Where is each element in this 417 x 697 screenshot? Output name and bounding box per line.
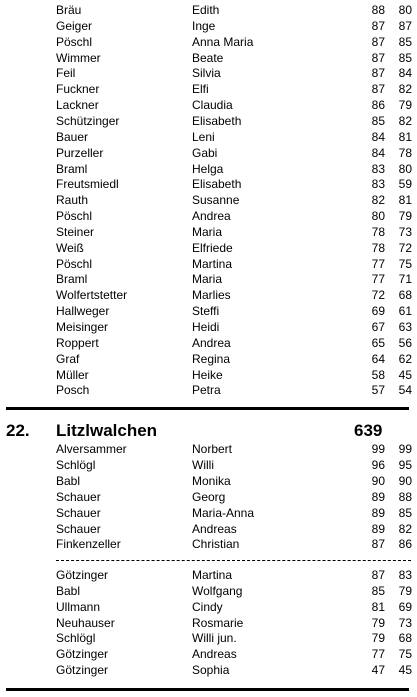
player-last-name: Freutsmiedl <box>56 177 119 192</box>
player-row <box>0 583 417 599</box>
player-first-name: Wolfgang <box>192 583 243 598</box>
player-first-name: Cindy <box>192 599 223 614</box>
player-row <box>0 2 417 18</box>
player-last-name: Fuckner <box>56 82 100 97</box>
player-row <box>0 367 417 383</box>
player-row <box>0 113 417 129</box>
player-score-2: 90 <box>398 473 412 488</box>
player-score-1: 65 <box>371 335 385 350</box>
player-first-name: Norbert <box>192 442 233 456</box>
player-score-1: 83 <box>371 177 385 192</box>
player-first-name: Andreas <box>192 521 237 536</box>
player-last-name: Lackner <box>56 98 99 113</box>
player-last-name: Babl <box>56 583 81 598</box>
player-score-2: 85 <box>398 50 412 65</box>
player-row <box>0 489 417 505</box>
player-first-name: Steffi <box>192 304 220 319</box>
player-score-2: 69 <box>398 599 412 614</box>
player-last-name: Alversammer <box>56 442 127 456</box>
player-last-name: Schlögl <box>56 631 96 646</box>
player-row <box>0 335 417 351</box>
player-row <box>0 473 417 489</box>
player-last-name: Schützinger <box>56 113 120 128</box>
player-last-name: Purzeller <box>56 145 104 160</box>
player-score-1: 78 <box>371 224 385 239</box>
player-score-2: 80 <box>398 3 412 17</box>
player-last-name: Braml <box>56 272 88 287</box>
player-score-1: 87 <box>371 18 385 33</box>
player-score-1: 79 <box>371 615 385 630</box>
player-last-name: Braml <box>56 161 88 176</box>
player-last-name: Neuhauser <box>56 615 115 630</box>
player-score-1: 88 <box>371 3 385 17</box>
player-row <box>0 129 417 145</box>
player-score-1: 77 <box>371 272 385 287</box>
player-score-2: 75 <box>398 647 412 662</box>
section-divider-bottom <box>6 688 409 691</box>
player-last-name: Schauer <box>56 521 101 536</box>
player-first-name: Maria <box>192 224 223 239</box>
player-last-name: Pöschl <box>56 34 93 49</box>
player-score-2: 79 <box>398 583 412 598</box>
team-total: 639 <box>354 421 383 440</box>
player-last-name: Bräu <box>56 3 82 17</box>
player-score-1: 87 <box>371 34 385 49</box>
player-first-name: Martina <box>192 568 233 582</box>
player-score-1: 79 <box>371 631 385 646</box>
dashed-separator <box>56 560 411 561</box>
player-score-2: 61 <box>398 304 412 319</box>
player-row <box>0 505 417 521</box>
player-score-1: 96 <box>371 457 385 472</box>
player-last-name: Schauer <box>56 489 101 504</box>
player-score-1: 89 <box>371 489 385 504</box>
player-score-2: 73 <box>398 615 412 630</box>
player-score-2: 75 <box>398 256 412 271</box>
player-score-2: 45 <box>398 663 412 678</box>
player-first-name: Sophia <box>192 663 230 678</box>
player-row <box>0 287 417 303</box>
player-last-name: Posch <box>56 383 90 398</box>
player-last-name: Pöschl <box>56 209 93 224</box>
player-last-name: Meisinger <box>56 320 109 334</box>
player-first-name: Martina <box>192 256 233 271</box>
player-score-2: 63 <box>398 320 412 334</box>
player-row <box>0 192 417 208</box>
player-first-name: Leni <box>192 129 215 144</box>
player-row <box>0 145 417 161</box>
player-score-1: 84 <box>371 145 385 160</box>
player-row <box>0 50 417 66</box>
player-last-name: Götzinger <box>56 647 109 662</box>
player-first-name: Heidi <box>192 320 220 334</box>
player-first-name: Christian <box>192 537 240 552</box>
player-score-2: 85 <box>398 34 412 49</box>
player-score-2: 99 <box>398 442 412 456</box>
player-last-name: Pöschl <box>56 256 93 271</box>
player-first-name: Beate <box>192 50 224 65</box>
player-last-name: Steiner <box>56 224 95 239</box>
player-score-1: 82 <box>371 193 385 208</box>
player-last-name: Graf <box>56 351 80 366</box>
player-row <box>0 319 417 335</box>
player-row <box>0 615 417 631</box>
player-score-2: 59 <box>398 177 412 192</box>
player-score-2: 62 <box>398 351 412 366</box>
player-score-2: 72 <box>398 240 412 255</box>
player-score-2: 82 <box>398 82 412 97</box>
player-first-name: Georg <box>192 489 226 504</box>
player-first-name: Elisabeth <box>192 113 242 128</box>
player-score-1: 86 <box>371 98 385 113</box>
player-first-name: Petra <box>192 383 221 398</box>
player-row <box>0 224 417 240</box>
player-last-name: Schlögl <box>56 457 96 472</box>
player-first-name: Edith <box>192 3 220 17</box>
player-first-name: Gabi <box>192 145 218 160</box>
player-first-name: Marlies <box>192 288 231 303</box>
player-row <box>0 382 417 398</box>
player-first-name: Elfriede <box>192 240 233 255</box>
player-score-2: 87 <box>398 18 412 33</box>
player-score-1: 87 <box>371 537 385 552</box>
player-score-1: 67 <box>371 320 385 334</box>
player-score-1: 77 <box>371 647 385 662</box>
player-score-1: 85 <box>371 113 385 128</box>
player-row <box>0 662 417 678</box>
player-row <box>0 303 417 319</box>
player-score-2: 68 <box>398 631 412 646</box>
player-score-1: 90 <box>371 473 385 488</box>
player-row <box>0 521 417 537</box>
player-last-name: Feil <box>56 66 76 81</box>
player-row <box>0 351 417 367</box>
player-row <box>0 536 417 552</box>
player-score-2: 79 <box>398 98 412 113</box>
player-last-name: Weiß <box>56 240 84 255</box>
player-last-name: Ullmann <box>56 599 101 614</box>
player-row <box>0 271 417 287</box>
player-row <box>0 630 417 646</box>
player-score-2: 83 <box>398 568 412 582</box>
player-score-1: 87 <box>371 568 385 582</box>
player-score-1: 77 <box>371 256 385 271</box>
player-score-2: 54 <box>398 383 412 398</box>
player-score-2: 84 <box>398 66 412 81</box>
player-last-name: Rauth <box>56 193 89 208</box>
player-score-2: 81 <box>398 129 412 144</box>
player-row <box>0 65 417 81</box>
player-last-name: Götzinger <box>56 568 109 582</box>
player-row <box>0 567 417 583</box>
player-row <box>0 441 417 457</box>
player-first-name: Susanne <box>192 193 240 208</box>
player-score-2: 85 <box>398 505 412 520</box>
player-score-2: 88 <box>398 489 412 504</box>
player-score-1: 58 <box>371 367 385 382</box>
player-first-name: Anna Maria <box>192 34 254 49</box>
player-last-name: Götzinger <box>56 663 109 678</box>
player-score-2: 71 <box>398 272 412 287</box>
player-first-name: Rosmarie <box>192 615 244 630</box>
player-score-1: 83 <box>371 161 385 176</box>
player-row <box>0 457 417 473</box>
team-name: Litzlwalchen <box>56 421 158 440</box>
player-score-1: 81 <box>371 599 385 614</box>
player-first-name: Helga <box>192 161 224 176</box>
player-score-1: 80 <box>371 209 385 224</box>
player-row <box>0 161 417 177</box>
player-score-1: 69 <box>371 304 385 319</box>
player-score-1: 85 <box>371 583 385 598</box>
player-row <box>0 599 417 615</box>
player-score-2: 79 <box>398 209 412 224</box>
player-score-1: 89 <box>371 521 385 536</box>
player-first-name: Willi jun. <box>192 631 237 646</box>
team-rank: 22. <box>6 421 30 440</box>
player-last-name: Geiger <box>56 18 93 33</box>
player-row <box>0 81 417 97</box>
player-row <box>0 97 417 113</box>
player-first-name: Elfi <box>192 82 209 97</box>
player-score-1: 78 <box>371 240 385 255</box>
player-score-2: 80 <box>398 161 412 176</box>
player-score-1: 72 <box>371 288 385 303</box>
player-row <box>0 646 417 662</box>
player-first-name: Andreas <box>192 647 237 662</box>
player-score-2: 73 <box>398 224 412 239</box>
player-first-name: Andrea <box>192 335 231 350</box>
player-last-name: Schauer <box>56 505 101 520</box>
player-first-name: Andrea <box>192 209 231 224</box>
section-divider <box>6 407 409 410</box>
player-first-name: Claudia <box>192 98 233 113</box>
player-last-name: Roppert <box>56 335 99 350</box>
player-last-name: Hallweger <box>56 304 110 319</box>
player-score-2: 45 <box>398 367 412 382</box>
player-score-2: 82 <box>398 113 412 128</box>
player-first-name: Maria <box>192 272 223 287</box>
player-first-name: Monika <box>192 473 231 488</box>
player-score-2: 68 <box>398 288 412 303</box>
player-last-name: Wimmer <box>56 50 101 65</box>
player-row <box>0 256 417 272</box>
player-score-2: 78 <box>398 145 412 160</box>
player-first-name: Silvia <box>192 66 221 81</box>
player-score-1: 87 <box>371 82 385 97</box>
player-score-2: 82 <box>398 521 412 536</box>
player-first-name: Regina <box>192 351 231 366</box>
player-last-name: Wolfertstetter <box>56 288 128 303</box>
player-score-1: 87 <box>371 50 385 65</box>
player-row <box>0 240 417 256</box>
player-score-1: 64 <box>371 351 385 366</box>
player-last-name: Bauer <box>56 129 89 144</box>
player-first-name: Heike <box>192 367 223 382</box>
player-row <box>0 34 417 50</box>
player-row <box>0 208 417 224</box>
player-last-name: Müller <box>56 367 89 382</box>
player-score-2: 56 <box>398 335 412 350</box>
player-score-2: 95 <box>398 457 412 472</box>
player-first-name: Elisabeth <box>192 177 242 192</box>
player-last-name: Finkenzeller <box>56 537 121 552</box>
player-score-2: 81 <box>398 193 412 208</box>
player-row <box>0 18 417 34</box>
player-score-1: 89 <box>371 505 385 520</box>
team-header <box>0 420 417 442</box>
player-first-name: Inge <box>192 18 216 33</box>
player-score-2: 86 <box>398 537 412 552</box>
player-last-name: Babl <box>56 473 81 488</box>
player-score-1: 84 <box>371 129 385 144</box>
player-first-name: Maria-Anna <box>192 505 255 520</box>
player-score-1: 87 <box>371 66 385 81</box>
player-score-1: 99 <box>371 442 385 456</box>
player-first-name: Willi <box>192 457 214 472</box>
player-row <box>0 176 417 192</box>
player-score-1: 57 <box>371 383 385 398</box>
player-score-1: 47 <box>371 663 385 678</box>
